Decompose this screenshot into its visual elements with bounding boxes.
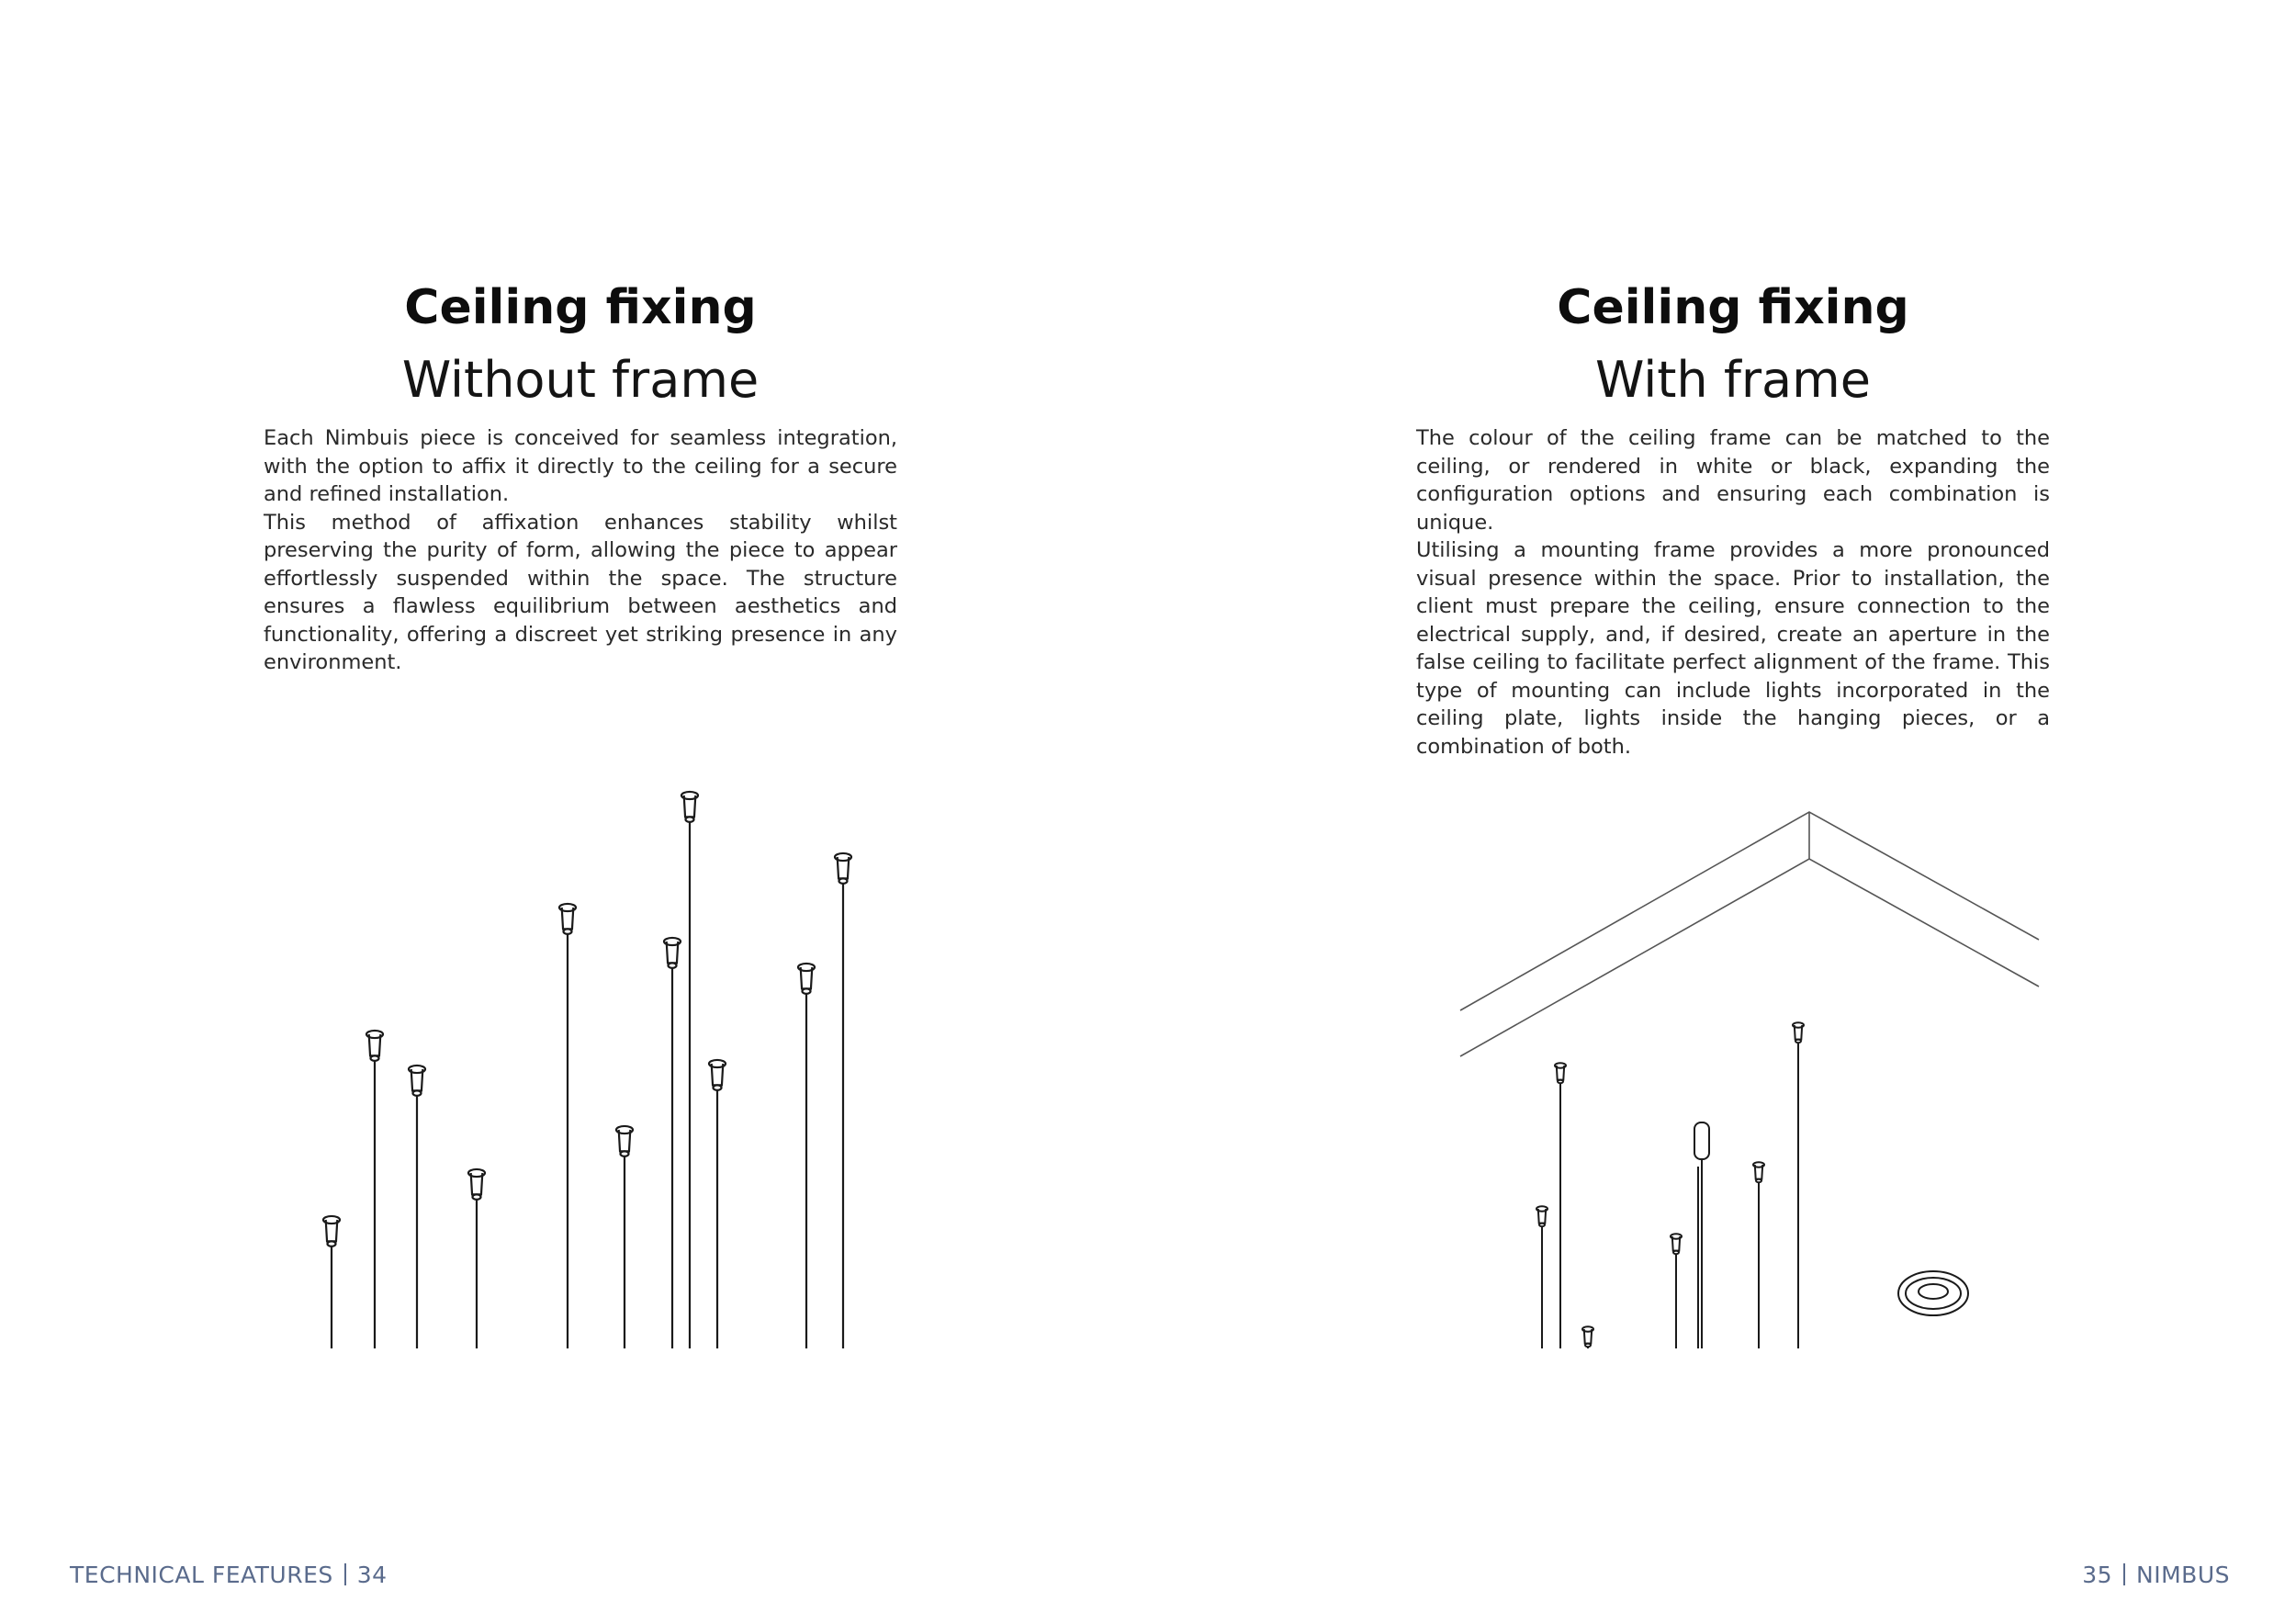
footer-left (70, 1562, 388, 1588)
cylinder-pendant (1694, 1122, 1709, 1348)
pendant-fixture (559, 904, 576, 1348)
pendant-fixture (323, 1216, 340, 1348)
footer-separator (2123, 1563, 2125, 1585)
pendant-fixture (409, 1066, 425, 1348)
left-subtitle: Without frame (401, 351, 760, 409)
pendant-fixture (664, 938, 681, 1348)
footer-left-page-number: 34 (356, 1562, 388, 1588)
left-body (264, 424, 897, 677)
pendant-fixture (1555, 1063, 1566, 1348)
right-body (1416, 424, 2050, 761)
pendant-fixture (616, 1126, 633, 1348)
pendant-fixture (681, 792, 698, 1348)
left-paragraph-2: This method of affixation enhances stability whilst preserving the purity of form, allowing the piece to appear effortlessly suspended within the space. The structure ensures a flawless equilibrium between aesthetics and functionality, offering a discreet yet striking presence in any environment. (264, 510, 897, 674)
footer-right-page-number: 35 (2082, 1562, 2113, 1588)
pendant-fixture (366, 1031, 383, 1348)
footer-section-label: TECHNICAL FEATURES (70, 1562, 333, 1588)
footer-separator (344, 1563, 346, 1585)
pendant-fixture (1753, 1162, 1764, 1348)
pendant-fixture (1671, 1234, 1682, 1348)
ceiling-spotlight (1898, 1271, 1968, 1315)
left-title: Ceiling fixing (404, 280, 757, 335)
right-subtitle: With frame (1595, 351, 1871, 409)
pendant-fixture (468, 1169, 485, 1348)
right-paragraph-2: Utilising a mounting frame provides a more pronounced visual presence within the space. Prior to installation, the client must prepare the ceiling, ensure connection to the electrical supply, and, if desired, create an aperture in the false ceiling to facilitate perfect alignment of the frame. This type of mounting can include lights incorporated in the ceiling plate, lights inside the hanging pieces, or a combination of both. (1416, 538, 2050, 759)
with-frame-illustration (1414, 790, 2076, 1359)
pendant-fixture (798, 964, 815, 1348)
right-title: Ceiling fixing (1557, 280, 1909, 335)
without-frame-illustration (264, 762, 925, 1359)
pendant-fixture (835, 853, 851, 1348)
left-paragraph-1: Each Nimbuis piece is conceived for seamless integration, with the option to affix it directly to the ceiling for a secure and refined installation. (264, 426, 897, 506)
footer-brand: NIMBUS (2136, 1562, 2230, 1588)
pendant-fixture (709, 1060, 726, 1348)
right-column (1416, 276, 2050, 761)
right-paragraph-1: The colour of the ceiling frame can be matched to the ceiling, or rendered in white or black, expanding the configuration options and ensuring each combination is unique. (1416, 426, 2050, 535)
ceiling-frame (1460, 812, 2039, 1056)
pendant-fixture (1582, 1326, 1593, 1348)
left-column (264, 276, 897, 677)
pendant-fixture (1793, 1022, 1804, 1348)
footer-right (2082, 1562, 2230, 1588)
pendant-fixture (1536, 1206, 1548, 1348)
